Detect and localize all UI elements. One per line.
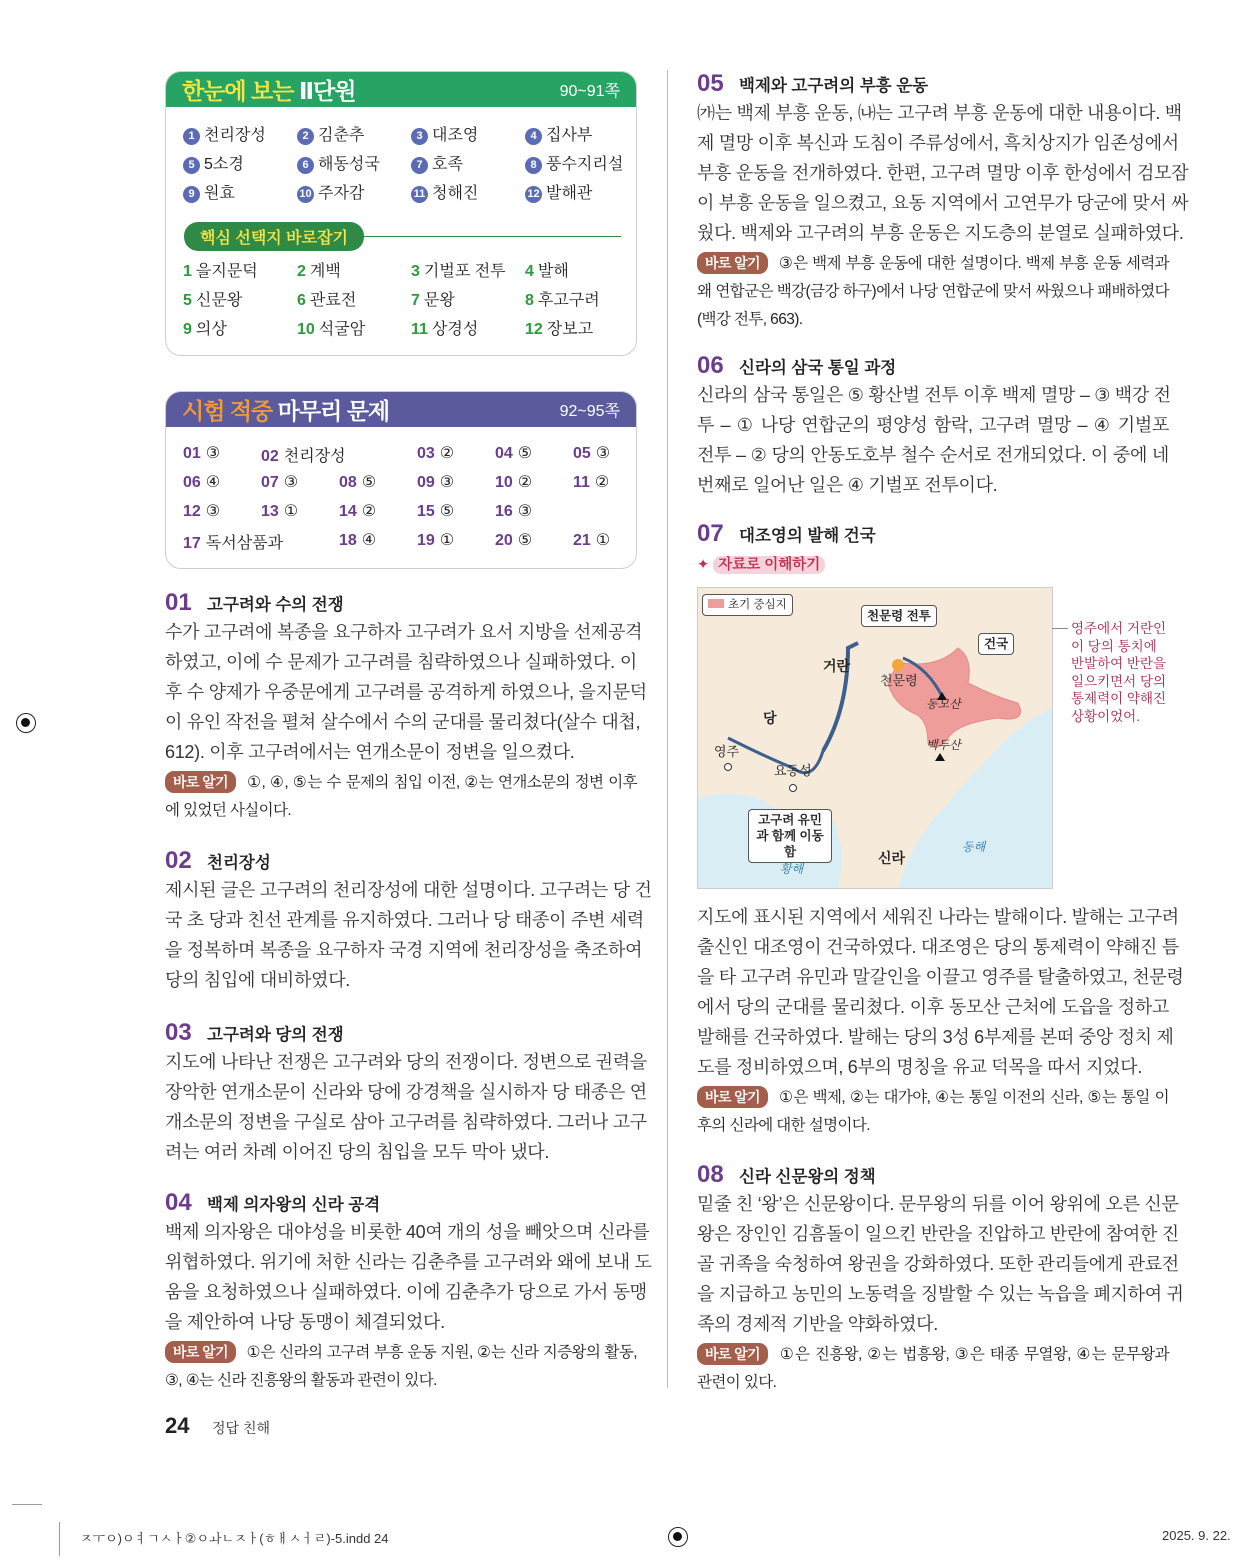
key-choice-item [183, 316, 227, 339]
body-text-line: 수가 고구려에 복종을 요구하자 고구려가 요서 지방을 선제공격 [165, 622, 643, 642]
key-choice-item [297, 258, 341, 281]
exam-answer-value: ⑤ [361, 474, 377, 491]
section-title: 천리장성 [207, 854, 271, 872]
body-text-line: 움을 요청하였으나 실패하였다. 이에 김춘추가 당으로 가서 동맹 [165, 1282, 647, 1302]
column-divider [667, 70, 668, 1388]
summary-item-label: 대조영 [432, 127, 479, 144]
unit-summary-header [166, 72, 636, 107]
body-text-line: 이 부흥 운동을 일으켰고, 요동 지역에서 고연무가 당군에 맞서 싸 [697, 193, 1189, 213]
key-choices-pill: 핵심 선택지 바로잡기 [184, 222, 364, 251]
page-number: 24 [165, 1413, 190, 1438]
key-choice-label: 관료전 [309, 292, 357, 309]
check-note-line [697, 251, 1169, 274]
page-footer-label: 정답 친해 [212, 1420, 270, 1436]
check-note-text: (백강 전투, 663). [697, 311, 803, 328]
number-badge-icon: 1 [183, 128, 200, 145]
number-badge-icon: 4 [525, 128, 542, 145]
number-badge-icon: 11 [411, 186, 428, 203]
body-text-line: 지도에 나타난 전쟁은 고구려와 당의 전쟁이다. 정변으로 권력을 [165, 1052, 647, 1072]
exam-answer-value: ⑤ [439, 503, 455, 520]
yeongju-marker [725, 764, 732, 771]
body-text-line: 제시된 글은 고구려의 천리장성에 대한 설명이다. 고구려는 당 건 [165, 880, 652, 900]
label-dang: 당 [763, 710, 777, 726]
number-badge-icon: 3 [411, 128, 428, 145]
check-note-line [697, 1085, 1169, 1108]
body-text-line: 출신인 대조영이 건국하였다. 대조영은 당의 통제력이 약해진 틈 [697, 937, 1179, 957]
section-title: 고구려와 당의 전쟁 [207, 1026, 344, 1044]
exam-question-number: 15 [417, 503, 435, 520]
check-badge: 바로 알기 [697, 1086, 768, 1108]
key-choice-label: 석굴암 [318, 321, 366, 338]
exam-answer [417, 530, 454, 550]
exam-title-main: 마무리 문제 [277, 398, 390, 424]
check-badge: 바로 알기 [165, 771, 236, 793]
summary-pages: 90~91쪽 [559, 83, 620, 100]
exam-answer-value: ② [361, 503, 377, 520]
summary-item [297, 151, 380, 174]
body-text-line: 당의 침입에 대비하였다. [165, 970, 350, 990]
exam-answer [183, 501, 220, 521]
section-heading [165, 1189, 380, 1217]
check-note-text: 관련이 있다. [697, 1374, 777, 1391]
number-badge-icon: 12 [525, 186, 542, 203]
label-baekdu: 백두산 [926, 738, 961, 752]
key-choice-number: 12 [525, 321, 543, 338]
body-text-line: ㈎는 백제 부흥 운동, ㈏는 고구려 부흥 운동에 대한 내용이다. 백 [697, 103, 1182, 123]
number-badge-icon: 5 [183, 157, 200, 174]
exam-question-number: 03 [417, 445, 435, 462]
key-choice-number: 2 [297, 263, 306, 280]
exam-answer-value: ① [283, 503, 299, 520]
summary-item-label: 원효 [204, 185, 235, 202]
section-number: 04 [165, 1189, 192, 1216]
exam-question-number: 21 [573, 532, 591, 549]
summary-item [297, 122, 364, 145]
exam-question-number: 18 [339, 532, 357, 549]
body-text-line: 족의 경제적 기반을 약화하였다. [697, 1314, 938, 1334]
label-cheonmun: 천문령 [880, 673, 918, 688]
exam-answer-value: ⑤ [517, 445, 533, 462]
key-choice-number: 8 [525, 292, 534, 309]
summary-item-label: 주자감 [318, 185, 365, 202]
key-choice-label: 발해 [537, 263, 569, 280]
body-text-line: 위협하였다. 위기에 처한 신라는 김춘추를 고구려와 왜에 보내 도 [165, 1252, 652, 1272]
section-title: 신라 신문왕의 정책 [739, 1168, 876, 1186]
exam-pages: 92~95쪽 [559, 403, 620, 420]
exam-question-number: 02 [261, 448, 279, 465]
section-number: 02 [165, 847, 192, 874]
body-text-line: 전투 – ② 당의 안동도호부 철수 순서로 전개되었다. 이 중에 네 [697, 445, 1169, 465]
key-choice-item [525, 316, 593, 339]
exam-answer [495, 530, 532, 550]
check-note-text: ③은 백제 부흥 운동에 대한 설명이다. 백제 부흥 운동 세력과 [778, 255, 1169, 272]
exam-answer [261, 443, 346, 466]
section-number: 01 [165, 589, 192, 616]
exam-question-number: 07 [261, 474, 279, 491]
map-side-note: 영주에서 거란인이 당의 통치에 반발하여 반란을 일으키면서 당의 통제력이 약해진 상황이었어. [1071, 621, 1167, 724]
exam-answer [339, 530, 376, 550]
section-title: 신라의 삼국 통일 과정 [739, 359, 897, 377]
key-choice-label: 상경성 [431, 321, 479, 338]
section-title: 대조영의 발해 건국 [739, 527, 876, 545]
print-date: 2025. 9. 22. [1162, 1528, 1231, 1543]
exam-answer [261, 472, 298, 492]
label-georan: 거란 [823, 658, 851, 674]
key-choice-number: 5 [183, 292, 192, 309]
exam-answer [495, 443, 532, 463]
key-choice-item [297, 287, 356, 310]
legend-label: 초기 중심지 [728, 599, 787, 611]
key-choice-item [411, 287, 455, 310]
exam-answer-value: ② [594, 474, 610, 491]
summary-item [183, 122, 266, 145]
label-dongmo: 동모산 [926, 697, 961, 711]
section-heading [165, 1019, 344, 1047]
label-silla: 신라 [878, 850, 906, 866]
body-text-line: 골 귀족을 숙청하여 왕권을 강화하였다. 또한 관리들에게 관료전 [697, 1254, 1179, 1274]
section-heading [697, 352, 896, 380]
key-choice-label: 기벌포 전투 [423, 263, 506, 280]
exam-answer-value: ③ [595, 445, 611, 462]
body-text-line: 을 타 고구려 유민과 말갈인을 이끌고 영주를 탈출하였고, 천문령 [697, 967, 1184, 987]
exam-question-number: 10 [495, 474, 513, 491]
number-badge-icon: 9 [183, 186, 200, 203]
check-note-line [165, 1340, 637, 1363]
check-note-text: ①은 백제, ②는 대가야, ④는 통일 이전의 신라, ⑤는 통일 이 [778, 1089, 1169, 1106]
key-choice-label: 의상 [195, 321, 227, 338]
body-text-line: 제 멸망 이후 복신과 도침이 주류성에서, 흑치상지가 임존성에서 [697, 133, 1179, 153]
section-number: 05 [697, 70, 724, 97]
map-legend [702, 594, 793, 616]
summary-item-label: 집사부 [546, 127, 593, 144]
body-text-line: 을 지급하고 농민의 노동력을 징발할 수 있는 녹읍을 폐지하여 귀 [697, 1284, 1184, 1304]
number-badge-icon: 2 [297, 128, 314, 145]
key-choice-number: 1 [183, 263, 192, 280]
summary-title-main: Ⅱ단원 [298, 78, 356, 104]
migration-label-box: 고구려 유민과 함께 이동함 [748, 809, 832, 863]
summary-item [525, 122, 592, 145]
key-choice-label: 신문왕 [195, 292, 243, 309]
exam-question-number: 08 [339, 474, 357, 491]
key-choice-item [525, 287, 600, 310]
label-yodong: 요동성 [774, 763, 812, 778]
check-note-text: 에 있었던 사실이다. [165, 802, 292, 819]
key-choice-number: 7 [411, 292, 420, 309]
body-text-line: 612). 이후 고구려에서는 연개소문이 정변을 일으켰다. [165, 742, 575, 762]
summary-item [411, 122, 478, 145]
exam-answer-value: ④ [205, 474, 221, 491]
exam-question-number: 16 [495, 503, 513, 520]
summary-item [183, 151, 244, 174]
note-connector [1052, 628, 1068, 629]
summary-item-label: 풍수지리설 [546, 156, 624, 173]
key-choice-item [411, 316, 478, 339]
exam-answer-value: ③ [517, 503, 533, 520]
check-note-line [165, 798, 637, 820]
exam-answer [339, 472, 376, 492]
summary-item-label: 발해관 [546, 185, 593, 202]
check-badge: 바로 알기 [697, 252, 768, 274]
key-choice-item [183, 287, 242, 310]
exam-answer-value: 독서삼품과 [205, 535, 284, 552]
exam-question-number: 01 [183, 445, 201, 462]
key-choice-number: 4 [525, 263, 534, 280]
exam-question-number: 17 [183, 535, 201, 552]
label-yeongju: 영주 [714, 744, 740, 759]
summary-item-label: 5소경 [204, 156, 244, 173]
exam-answer [183, 530, 283, 553]
number-badge-icon: 6 [297, 157, 314, 174]
exam-question-number: 13 [261, 503, 279, 520]
section-title: 백제와 고구려의 부흥 운동 [739, 77, 929, 95]
exam-answer-value: ③ [283, 474, 299, 491]
exam-review-box [165, 391, 637, 569]
check-note-text: 후의 신라에 대한 설명이다. [697, 1117, 870, 1134]
key-choice-number: 9 [183, 321, 192, 338]
summary-item [297, 180, 364, 203]
body-text-line: 려는 여러 차례 이어진 당의 침입을 모두 막아 냈다. [165, 1142, 550, 1162]
check-note-text: 왜 연합군은 백강(금강 하구)에서 나당 연합군에 맞서 싸웠으나 패배하였다 [697, 283, 1169, 300]
body-text-line: 왕은 장인인 김흠돌이 일으킨 반란을 진압하고 반란에 참여한 진 [697, 1224, 1179, 1244]
registration-mark-icon [16, 713, 36, 733]
summary-item-label: 해동성국 [318, 156, 380, 173]
exam-answer [495, 501, 532, 521]
summary-item-label: 김춘추 [318, 127, 365, 144]
exam-answer-value: ③ [439, 474, 455, 491]
summary-item-label: 천리장성 [204, 127, 266, 144]
exam-question-number: 20 [495, 532, 513, 549]
summary-item [411, 180, 478, 203]
key-choice-label: 후고구려 [537, 292, 600, 309]
exam-title-accent: 시험 적중 [182, 398, 273, 424]
label-yellow-sea: 황해 [780, 862, 804, 876]
exam-answer [339, 501, 376, 521]
key-choice-number: 3 [411, 263, 420, 280]
exam-review-header [166, 392, 636, 427]
exam-answer [417, 501, 454, 521]
body-text-line: 국 초 당과 친선 관계를 유지하였다. 그러나 당 태종이 주변 세력 [165, 910, 644, 930]
crop-mark [12, 1504, 42, 1505]
exam-question-number: 12 [183, 503, 201, 520]
yodong-marker [790, 785, 797, 792]
key-choice-label: 장보고 [546, 321, 594, 338]
exam-answer-value: ② [439, 445, 455, 462]
key-choice-label: 계백 [309, 263, 341, 280]
section-heading [697, 520, 876, 548]
key-choice-item [411, 258, 506, 281]
founding-label-box: 건국 [978, 633, 1014, 655]
check-note-text: ③, ④는 신라 진흥왕의 활동과 관련이 있다. [165, 1372, 437, 1389]
summary-title-accent: 한눈에 보는 [182, 78, 294, 104]
exam-question-number: 19 [417, 532, 435, 549]
exam-question-number: 14 [339, 503, 357, 520]
check-note-text: ①은 진흥왕, ②는 법흥왕, ③은 태종 무열왕, ④는 문무왕과 [778, 1346, 1169, 1363]
summary-item [411, 151, 463, 174]
exam-question-number: 09 [417, 474, 435, 491]
unit-summary-box [165, 71, 637, 356]
body-text-line: 투 – ① 나당 연합군의 평양성 함락, 고구려 멸망 – ④ 기벌포 [697, 415, 1169, 435]
check-note-line [697, 1370, 1169, 1392]
check-note-line [697, 1342, 1169, 1365]
summary-item [525, 151, 623, 174]
check-badge: 바로 알기 [697, 1343, 768, 1365]
check-note-text: ①은 신라의 고구려 부흥 운동 지원, ②는 신라 지증왕의 활동, [246, 1344, 637, 1361]
key-choice-label: 문왕 [423, 292, 455, 309]
exam-question-number: 04 [495, 445, 513, 462]
section-heading [165, 589, 344, 617]
section-heading [697, 1161, 876, 1189]
section-title: 고구려와 수의 전쟁 [207, 596, 344, 614]
key-choice-item [183, 258, 258, 281]
body-text-line: 하였고, 이에 수 문제가 고구려를 침략하였으나 실패하였다. 이 [165, 652, 637, 672]
body-text-line: 개소문의 정변을 구실로 삼아 고구려를 침략하였다. 그러나 고구 [165, 1112, 647, 1132]
crop-mark [59, 1522, 60, 1556]
check-note-line [165, 770, 637, 793]
exam-answer-value: ① [595, 532, 611, 549]
exam-answer [417, 443, 454, 463]
check-note-line [165, 1368, 637, 1390]
body-text-line: 지도에 표시된 지역에서 세워진 나라는 발해이다. 발해는 고구려 [697, 907, 1179, 927]
exam-answer [573, 472, 609, 492]
exam-answer [573, 530, 610, 550]
body-text-line: 을 제안하여 나당 동맹이 체결되었다. [165, 1312, 445, 1332]
section-number: 07 [697, 520, 724, 547]
check-note-line [697, 279, 1169, 301]
body-text-line: 후 수 양제가 우중문에게 고구려를 공격하게 하였으나, 을지문덕 [165, 682, 647, 702]
check-badge: 바로 알기 [165, 1341, 236, 1363]
data-tag: ✦ 자료로 이해하기 [697, 553, 825, 574]
exam-question-number: 06 [183, 474, 201, 491]
data-tag-label: 자료로 이해하기 [713, 556, 825, 574]
key-choice-item [525, 258, 569, 281]
exam-answer-value: 천리장성 [283, 448, 346, 465]
exam-answer-value: ① [439, 532, 455, 549]
exam-answer-value: ② [517, 474, 533, 491]
check-note-line [697, 307, 1169, 329]
exam-answer-value: ④ [361, 532, 377, 549]
body-text-line: 장악한 연개소문이 신라와 당에 강경책을 실시하자 당 태종은 연 [165, 1082, 647, 1102]
exam-answer [495, 472, 532, 492]
registration-mark-icon [668, 1527, 688, 1547]
body-text-line: 번째로 일어난 일은 ④ 기벌포 전투이다. [697, 475, 998, 495]
label-east-sea: 동해 [962, 840, 986, 854]
print-slug: ㅈㅜㅇ)ㅇㅕㄱㅅㅏ②ㅇㅘㄴㅈㅏ(ㅎㅐㅅㅓㄹ)-5.indd 24 [80, 1531, 389, 1546]
exam-answer-value: ⑤ [517, 532, 533, 549]
exam-question-number: 05 [573, 445, 591, 462]
exam-answer-value: ③ [205, 503, 221, 520]
body-text-line: 에서 당의 군대를 물리쳤다. 이후 동모산 근처에 도읍을 정하고 [697, 997, 1169, 1017]
body-text-line: 백제 의자왕은 대야성을 비롯한 40여 개의 성을 빼앗으며 신라를 [165, 1222, 650, 1242]
key-choice-label: 을지문덕 [195, 263, 258, 280]
exam-answer-value: ③ [205, 445, 221, 462]
number-badge-icon: 7 [411, 157, 428, 174]
key-choice-number: 6 [297, 292, 306, 309]
exam-question-number: 11 [573, 474, 590, 491]
battle-label-box: 천문령 전투 [861, 605, 937, 627]
body-text-line: 을 정복하며 복종을 요구하자 국경 지역에 천리장성을 축조하여 [165, 940, 643, 960]
section-number: 03 [165, 1019, 192, 1046]
exam-answer [183, 443, 220, 463]
exam-answer [261, 501, 298, 521]
body-text-line: 밑줄 친 ‘왕’은 신문왕이다. 문무왕의 뒤를 이어 왕위에 오른 신문 [697, 1194, 1179, 1214]
key-choice-number: 10 [297, 321, 315, 338]
section-heading [165, 847, 271, 875]
number-badge-icon: 10 [297, 186, 314, 203]
check-note-line [697, 1113, 1169, 1135]
section-number: 08 [697, 1161, 724, 1188]
body-text-line: 부흥 운동을 전개하였다. 한편, 고구려 멸망 이후 한성에서 검모잠 [697, 163, 1189, 183]
pill-divider [356, 236, 621, 237]
section-heading [697, 70, 928, 98]
summary-item-label: 호족 [432, 156, 463, 173]
body-text-line: 발해를 건국하였다. 발해는 당의 3성 6부제를 본떠 중앙 정치 제 [697, 1027, 1174, 1047]
summary-item [183, 180, 235, 203]
section-number: 06 [697, 352, 724, 379]
exam-answer [183, 472, 220, 492]
key-choice-item [297, 316, 365, 339]
check-note-text: ①, ④, ⑤는 수 문제의 침입 이전, ②는 연개소문의 정변 이후 [246, 774, 637, 791]
section-title: 백제 의자왕의 신라 공격 [207, 1196, 381, 1214]
body-text-line: 신라의 삼국 통일은 ⑤ 황산벌 전투 이후 백제 멸망 – ③ 백강 전 [697, 385, 1171, 405]
body-text-line: 이 유인 작전을 펼쳐 살수에서 수의 군대를 물리쳤다(살수 대첩, [165, 712, 641, 732]
summary-item [525, 180, 592, 203]
body-text-line: 웠다. 백제와 고구려의 부흥 운동은 지도층의 분열로 실패하였다. [697, 223, 1184, 243]
summary-item-label: 청해진 [432, 185, 479, 202]
balhae-map [697, 587, 1053, 889]
exam-answer [573, 443, 610, 463]
key-choice-number: 11 [411, 321, 428, 338]
number-badge-icon: 8 [525, 157, 542, 174]
exam-answer [417, 472, 454, 492]
body-text-line: 도를 정비하였으며, 6부의 명칭을 유교 덕목을 따서 지었다. [697, 1057, 1143, 1077]
